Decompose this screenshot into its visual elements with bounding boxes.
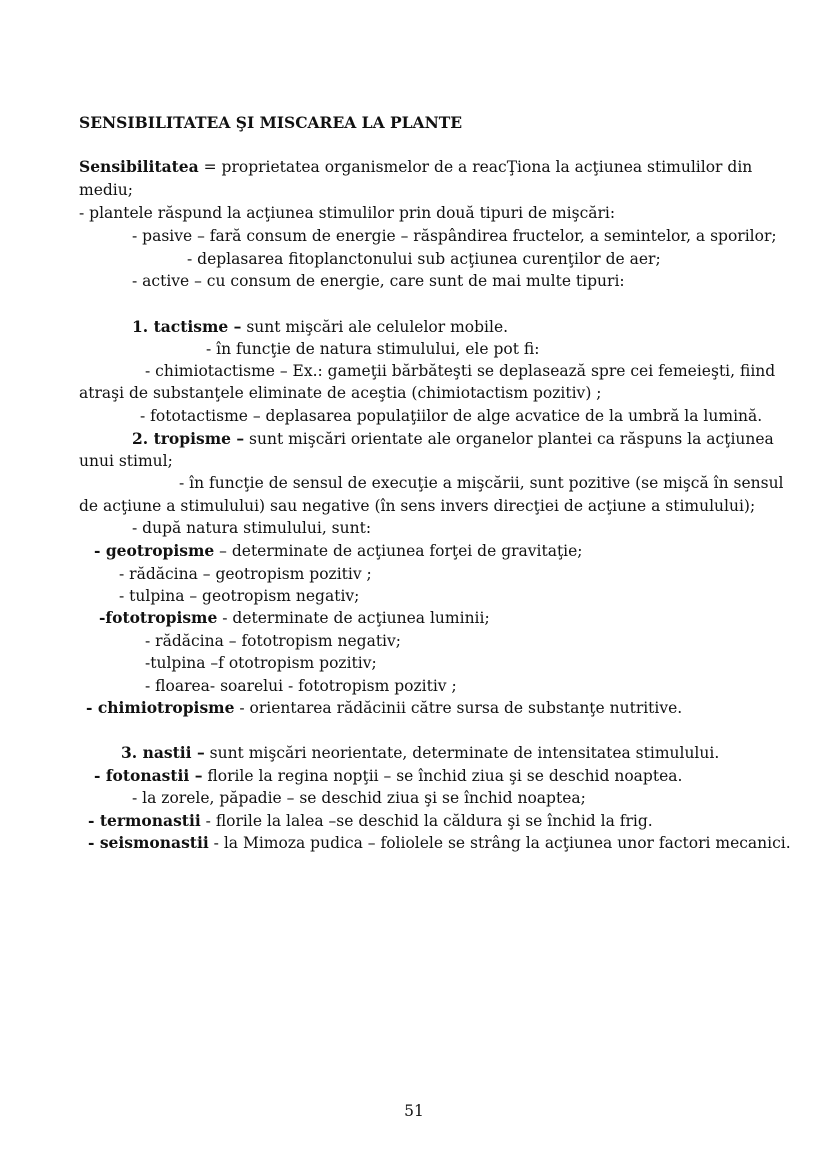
geotropism-root: - rădăcina – geotropism pozitiv ; — [119, 565, 372, 583]
phototropism-stem: -tulpina –f ototropism pozitiv; — [145, 654, 377, 672]
termonastii-text: - florile la lalea –se deschid la căldura şi se închid la frig. — [200, 812, 653, 830]
nastii-text: sunt mişcări neorientate, determinate de intensitatea stimulului. — [204, 744, 720, 762]
intro-definition-cont: mediu; — [79, 181, 133, 199]
tropisme-sense-2: de acţiune a stimulului) sau negative (în sens invers direcţiei de acţiune a stimulului); — [79, 497, 756, 515]
intro-line — [79, 157, 752, 177]
geotropism-line — [94, 541, 583, 561]
tactisme-heading: 1. tactisme – — [132, 317, 242, 336]
geotropism-stem: - tulpina – geotropism negativ; — [119, 587, 360, 605]
chemotropism-term: - chimiotropisme — [86, 698, 235, 717]
phototropism-text: - determinate de acţiunea luminii; — [217, 609, 490, 627]
termonastii-line — [88, 811, 653, 831]
fotonastii-line — [94, 766, 682, 786]
nastii-line — [121, 743, 719, 763]
fotonastii-sub: - la zorele, păpadie – se deschid ziua şi se închid noaptea; — [132, 789, 586, 807]
termonastii-term: - termonastii — [88, 811, 201, 830]
tropisme-line — [132, 429, 774, 449]
tactisme-line — [132, 317, 508, 337]
chemotropism-text: - orientarea rădăcinii către sursa de substanţe nutritive. — [234, 699, 683, 717]
intro-definition: = proprietatea organismelor de a reacŢiona la acţiunea stimulilor din — [198, 158, 753, 176]
seismonastii-term: - seismonastii — [88, 833, 209, 852]
nastii-heading: 3. nastii – — [121, 743, 205, 762]
tropisme-text: sunt mişcări orientate ale organelor plantei ca răspuns la acţiunea — [244, 430, 774, 448]
chemotactism-line-2: atraşi de substanţele eliminate de aceştia (chimiotactism pozitiv) ; — [79, 384, 602, 402]
seismonastii-line — [88, 833, 791, 853]
active-line: - active – cu consum de energie, care sunt de mai multe tipuri: — [132, 272, 625, 290]
geotropism-term: - geotropisme — [94, 541, 215, 560]
fotonastii-text: florile la regina nopţii – se închid ziua şi se deschid noaptea. — [202, 767, 683, 785]
chemotactism-line-1: - chimiotactisme – Ex.: gameţii bărbăteşti se deplasează spre cei femeieşti, fiind — [145, 362, 776, 380]
phototropism-term: -fototropisme — [99, 608, 218, 627]
phototropism-root: - rădăcina – fototropism negativ; — [145, 632, 401, 650]
geotropism-text: – determinate de acţiunea forţei de gravitaţie; — [214, 542, 583, 560]
phototropism-line — [99, 608, 490, 628]
page-title: SENSIBILITATEA ŞI MISCAREA LA PLANTE — [79, 113, 463, 132]
tactisme-sub: - în funcţie de natura stimulului, ele pot fi: — [206, 340, 540, 358]
page-number: 51 — [404, 1102, 424, 1120]
tropisme-nature: - după natura stimulului, sunt: — [132, 519, 372, 537]
phototactism-line: - fototactisme – deplasarea populaţiilor de alge acvatice de la umbră la lumină. — [140, 407, 763, 425]
fotonastii-term: - fotonastii – — [94, 766, 203, 785]
seismonastii-text: - la Mimoza pudica – foliolele se strâng la acţiunea unor factori mecanici. — [208, 834, 791, 852]
passive-line-1: - pasive – fară consum de energie – răspândirea fructelor, a semintelor, a sporilor; — [132, 227, 777, 245]
passive-line-2: - deplasarea fitoplanctonului sub acţiunea curenţilor de aer; — [187, 250, 661, 268]
plants-respond-line: - plantele răspund la acţiunea stimulilor prin două tipuri de mişcări: — [79, 204, 616, 222]
tropisme-sense-1: - în funcţie de sensul de execuţie a mişcării, sunt pozitive (se mişcă în sensul — [179, 474, 784, 492]
chemotropism-line — [86, 698, 682, 718]
tropisme-heading: 2. tropisme – — [132, 429, 245, 448]
tropisme-text-cont: unui stimul; — [79, 452, 173, 470]
tactisme-text: sunt mişcări ale celulelor mobile. — [241, 318, 509, 336]
phototropism-sunflower: - floarea- soarelui - fototropism pozitiv ; — [145, 677, 457, 695]
intro-term: Sensibilitatea — [79, 157, 199, 176]
